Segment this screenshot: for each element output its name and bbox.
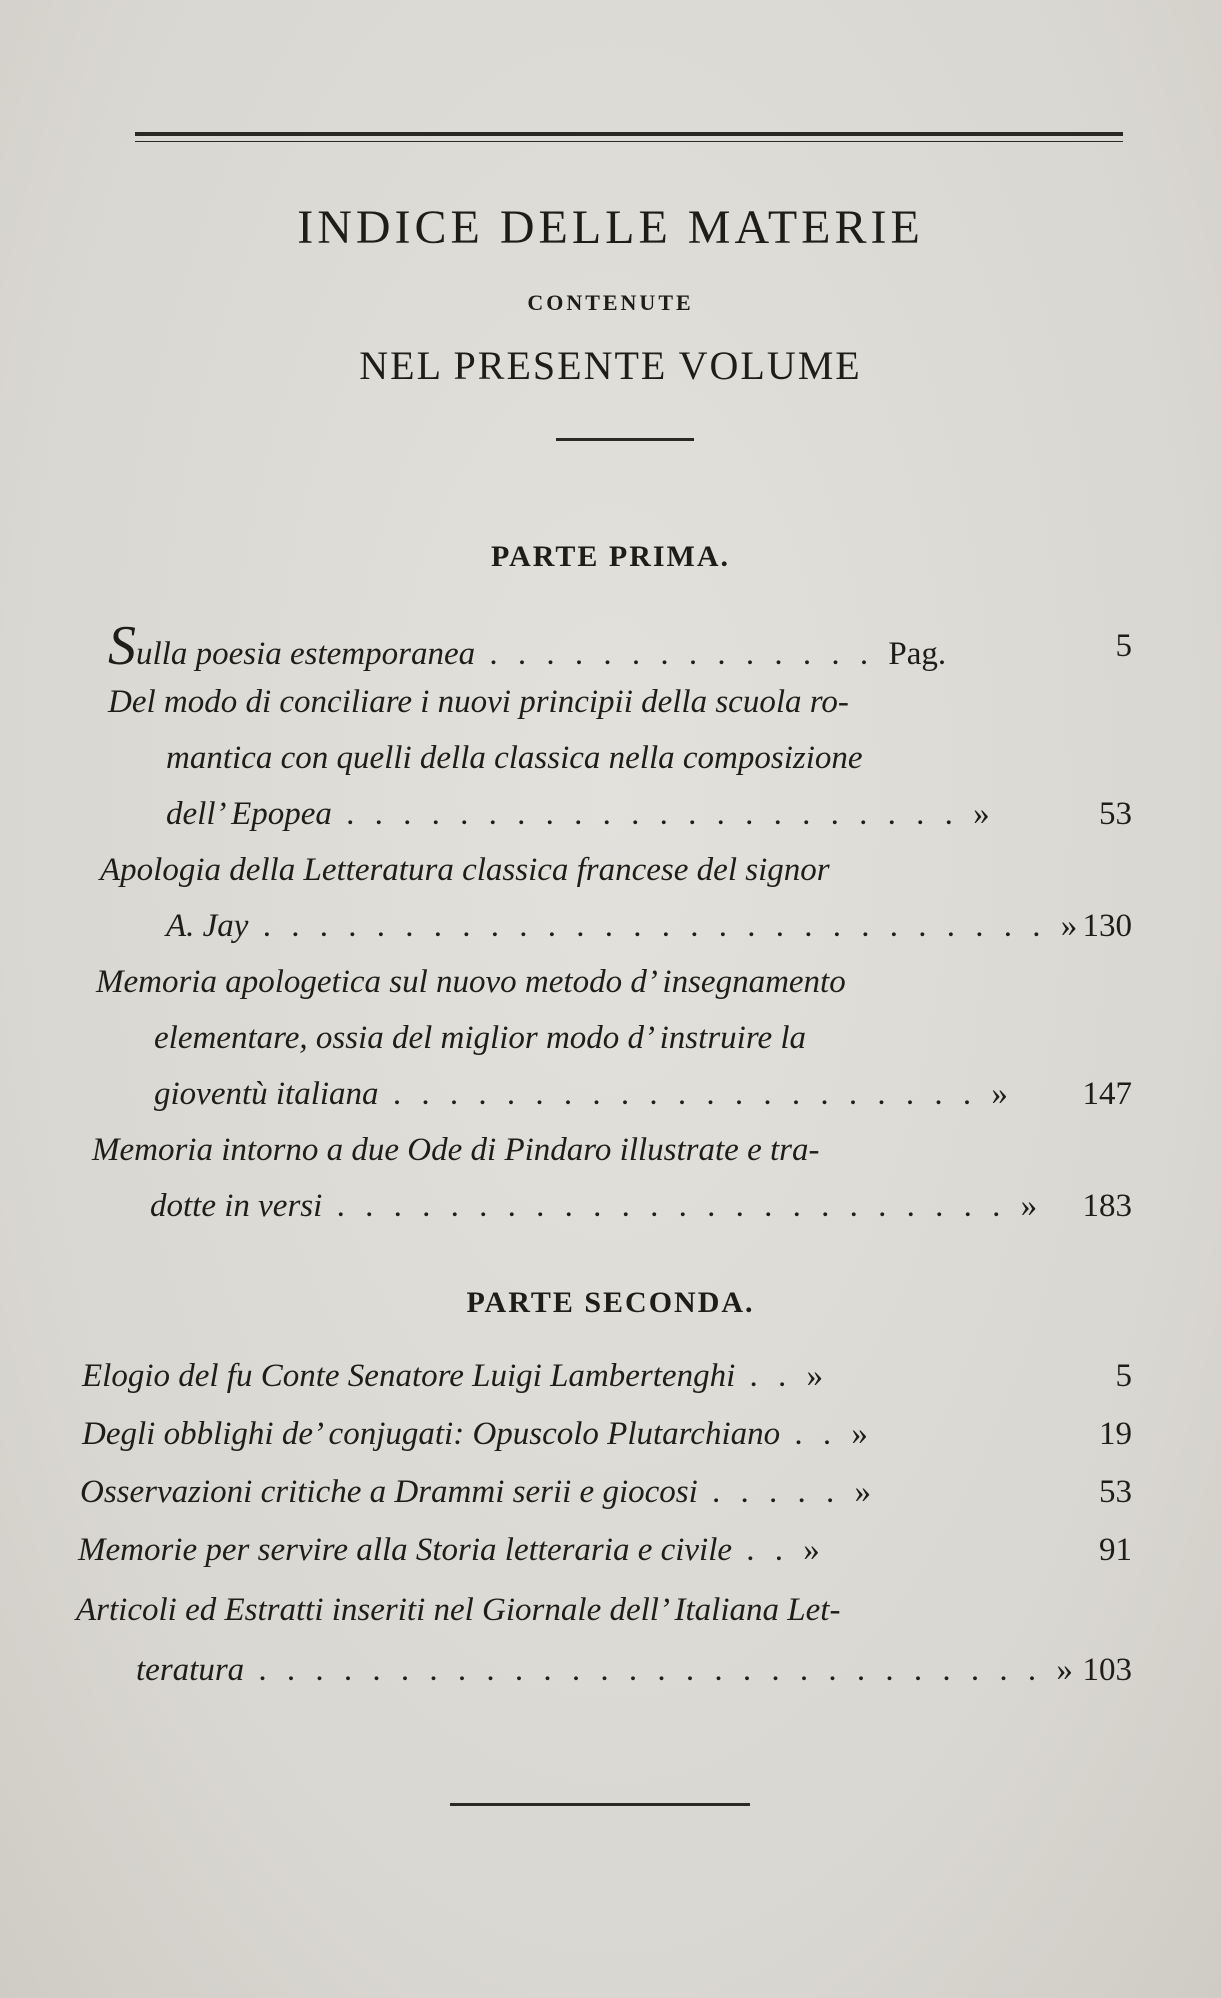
toc-entry-line: Memorie per servire alla Storia letteraria e civile . . » [78, 1532, 820, 1568]
toc-entry-line: Osservazioni critiche a Drammi serii e giocosi . . . . . » [80, 1474, 872, 1510]
page-marker: » [973, 796, 990, 832]
page-marker: » [1056, 1652, 1073, 1688]
bottom-rule [450, 1803, 750, 1806]
toc-entry-line: dell’ Epopea . . . . . . . . . . . . . . . . . . . . . . » [166, 796, 990, 832]
page-marker: Pag. [888, 636, 947, 672]
toc-entry-line: mantica con quelli della classica nella composizione [166, 740, 863, 776]
index-title: INDICE DELLE MATERIE [297, 201, 924, 254]
toc-entry-line: dotte in versi . . . . . . . . . . . . . . . . . . . . . . . . » [150, 1188, 1038, 1224]
separator-rule [556, 438, 694, 441]
page-number: 103 [1082, 1652, 1132, 1688]
toc-entry-line: Memoria apologetica sul nuovo metodo d’ insegnamento [96, 964, 846, 1000]
page-marker: » [806, 1358, 823, 1394]
leader-dots: . . . . . . . . . . . . . . . . . . . . . . . . [322, 1188, 1021, 1224]
toc-entry-line: Apologia della Letteratura classica francese del signor [100, 852, 830, 888]
leader-dots: . . . . . . . . . . . . . . [475, 636, 889, 672]
page-number: 53 [1099, 796, 1132, 832]
leader-dots: . . . . . . . . . . . . . . . . . . . . . [378, 1076, 992, 1112]
toc-entry-line: gioventù italiana . . . . . . . . . . . . . . . . . . . . . » [154, 1076, 1008, 1112]
drop-cap: S [108, 615, 136, 677]
toc-entry-line: elementare, ossia del miglior modo d’ instruire la [154, 1020, 807, 1056]
leader-dots: . . . . . . . . . . . . . . . . . . . . . . [331, 796, 974, 832]
page-number: 19 [1099, 1416, 1132, 1452]
page-number: 5 [1115, 1358, 1132, 1394]
toc-entry-line: Del modo di conciliare i nuovi principii della scuola ro- [108, 684, 849, 720]
page-number: 183 [1082, 1188, 1132, 1224]
leader-dots: . . [732, 1532, 804, 1568]
toc-entry-line: teratura . . . . . . . . . . . . . . . . . . . . . . . . . . . . » [136, 1652, 1073, 1688]
leader-dots: . . [780, 1416, 852, 1452]
page-marker: » [851, 1416, 868, 1452]
page-marker: » [854, 1474, 872, 1510]
leader-dots: . . . . . . . . . . . . . . . . . . . . . . . . . . . . [248, 908, 1061, 944]
top-rule-thick [135, 132, 1123, 136]
page-number: 5 [1115, 628, 1132, 664]
section-heading-parte-prima: PARTE PRIMA. [490, 540, 731, 573]
page-marker: » [1020, 1188, 1038, 1224]
page-marker: » [1060, 908, 1078, 944]
toc-entry-line: Memoria intorno a due Ode di Pindaro illustrate e tra- [92, 1132, 820, 1168]
page-marker: » [803, 1532, 820, 1568]
page-number: 91 [1099, 1532, 1132, 1568]
toc-entry-line: A. Jay . . . . . . . . . . . . . . . . . . . . . . . . . . . . » [166, 908, 1078, 944]
leader-dots: . . [735, 1358, 807, 1394]
index-subtitle-small: CONTENUTE [527, 290, 694, 315]
toc-entry-line: Articoli ed Estratti inseriti nel Giornale dell’ Italiana Let- [76, 1592, 841, 1628]
toc-entry-line: Elogio del fu Conte Senatore Luigi Lambertenghi . . » [82, 1358, 823, 1394]
page-number: 130 [1082, 908, 1132, 944]
index-subtitle: NEL PRESENTE VOLUME [359, 343, 862, 388]
toc-entry-line: Sulla poesia estemporanea . . . . . . . . . . . . . . Pag. [108, 615, 947, 677]
page-number: 147 [1082, 1076, 1132, 1112]
toc-entry-line: Degli obblighi de’ conjugati: Opuscolo Plutarchiano . . » [82, 1416, 868, 1452]
section-heading-parte-seconda: PARTE SECONDA. [466, 1286, 755, 1319]
top-rule-thin [135, 141, 1123, 142]
page-number: 53 [1099, 1474, 1132, 1510]
leader-dots: . . . . . [697, 1474, 855, 1510]
page-marker: » [991, 1076, 1008, 1112]
leader-dots: . . . . . . . . . . . . . . . . . . . . . . . . . . . . [244, 1652, 1057, 1688]
